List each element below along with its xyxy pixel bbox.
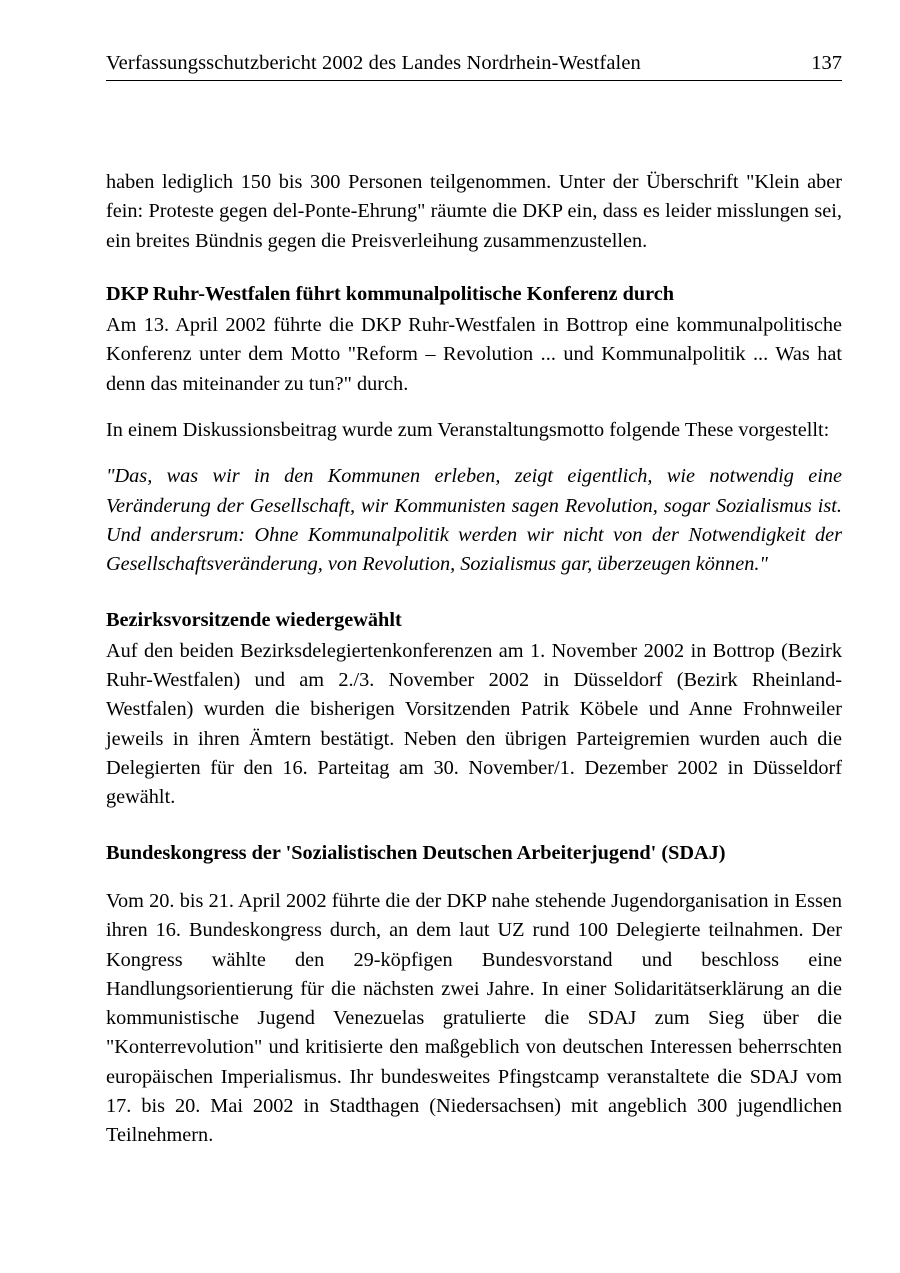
heading-bundeskongress-sdaj: Bundeskongress der 'Sozialistischen Deutschen Arbeiterjugend' (SDAJ): [106, 841, 726, 864]
paragraph-bezirksdelegiertenkonferenzen: Auf den beiden Bezirksdelegiertenkonferenzen am 1. November 2002 in Bottrop (Bezirk Ruhr-Westfalen) und am 2./3. November 2002 in Düsseldorf (Bezirk Rheinland-Westfalen) wurden die bisherigen Vorsitzenden Patrik Köbele und Anne Frohnweiler jeweils in ihren Ämtern bestätigt. Neben den übrigen Parteigremien wurden auch die Delegierten für den 16. Parteitag am 30. November/1. Dezember 2002 in Düsseldorf gewählt.: [106, 639, 842, 809]
header-title: Verfassungsschutzbericht 2002 des Landes Nordrhein-Westfalen: [106, 52, 641, 74]
page-header: [106, 52, 842, 75]
paragraph-diskussionsbeitrag: In einem Diskussionsbeitrag wurde zum Veranstaltungsmotto folgende These vorgestellt:: [106, 419, 830, 442]
paragraph-konferenz: Am 13. April 2002 führte die DKP Ruhr-Westfalen in Bottrop eine kommunalpolitische Konferenz unter dem Motto "Reform – Revolution ... und Kommunalpolitik ... Was hat denn das miteinander zu tun?" durch.: [106, 314, 842, 395]
document-body: [106, 168, 842, 1151]
page-number: 137: [811, 52, 842, 74]
blockquote-these: "Das, was wir in den Kommunen erleben, zeigt eigentlich, wie notwendig eine Veränderung der Gesellschaft, wir Kommunisten sagen Revolution, sogar Sozialismus ist. Und andersrum: Ohne Kommunalpolitik werden wir nicht von der Notwendigkeit der Gesellschaftsveränderung, von Revolution, Sozialismus gar, überzeugen können.": [106, 465, 842, 576]
heading-bezirksvorsitzende: Bezirksvorsitzende wiedergewählt: [106, 608, 402, 631]
heading-dkp-konferenz: DKP Ruhr-Westfalen führt kommunalpolitische Konferenz durch: [106, 282, 675, 305]
header-divider: [106, 80, 842, 81]
paragraph-intro: haben lediglich 150 bis 300 Personen teilgenommen. Unter der Überschrift "Klein aber fein: Proteste gegen del-Ponte-Ehrung" räumte die DKP ein, dass es leider misslungen sei, ein breites Bündnis gegen die Preisverleihung zusammenzustellen.: [106, 171, 842, 252]
paragraph-sdaj: Vom 20. bis 21. April 2002 führte die der DKP nahe stehende Jugendorganisation in Essen ihren 16. Bundeskongress durch, an dem laut UZ rund 100 Delegierte teilnahmen. Der Kongress wählte den 29-köpfigen Bundesvorstand und beschloss eine Handlungsorientierung für die nächsten zwei Jahre. In einer Solidaritätserklärung an die kommunistische Jugend Venezuelas gratulierte die SDAJ zum Sieg über die "Konterrevolution" und kritisierte den maßgeblich von deutschen Interessen beherrschten europäischen Imperialismus. Ihr bundesweites Pfingstcamp veranstaltete die SDAJ vom 17. bis 20. Mai 2002 in Stadthagen (Niedersachsen) mit angeblich 300 jugendlichen Teilnehmern.: [106, 889, 842, 1147]
